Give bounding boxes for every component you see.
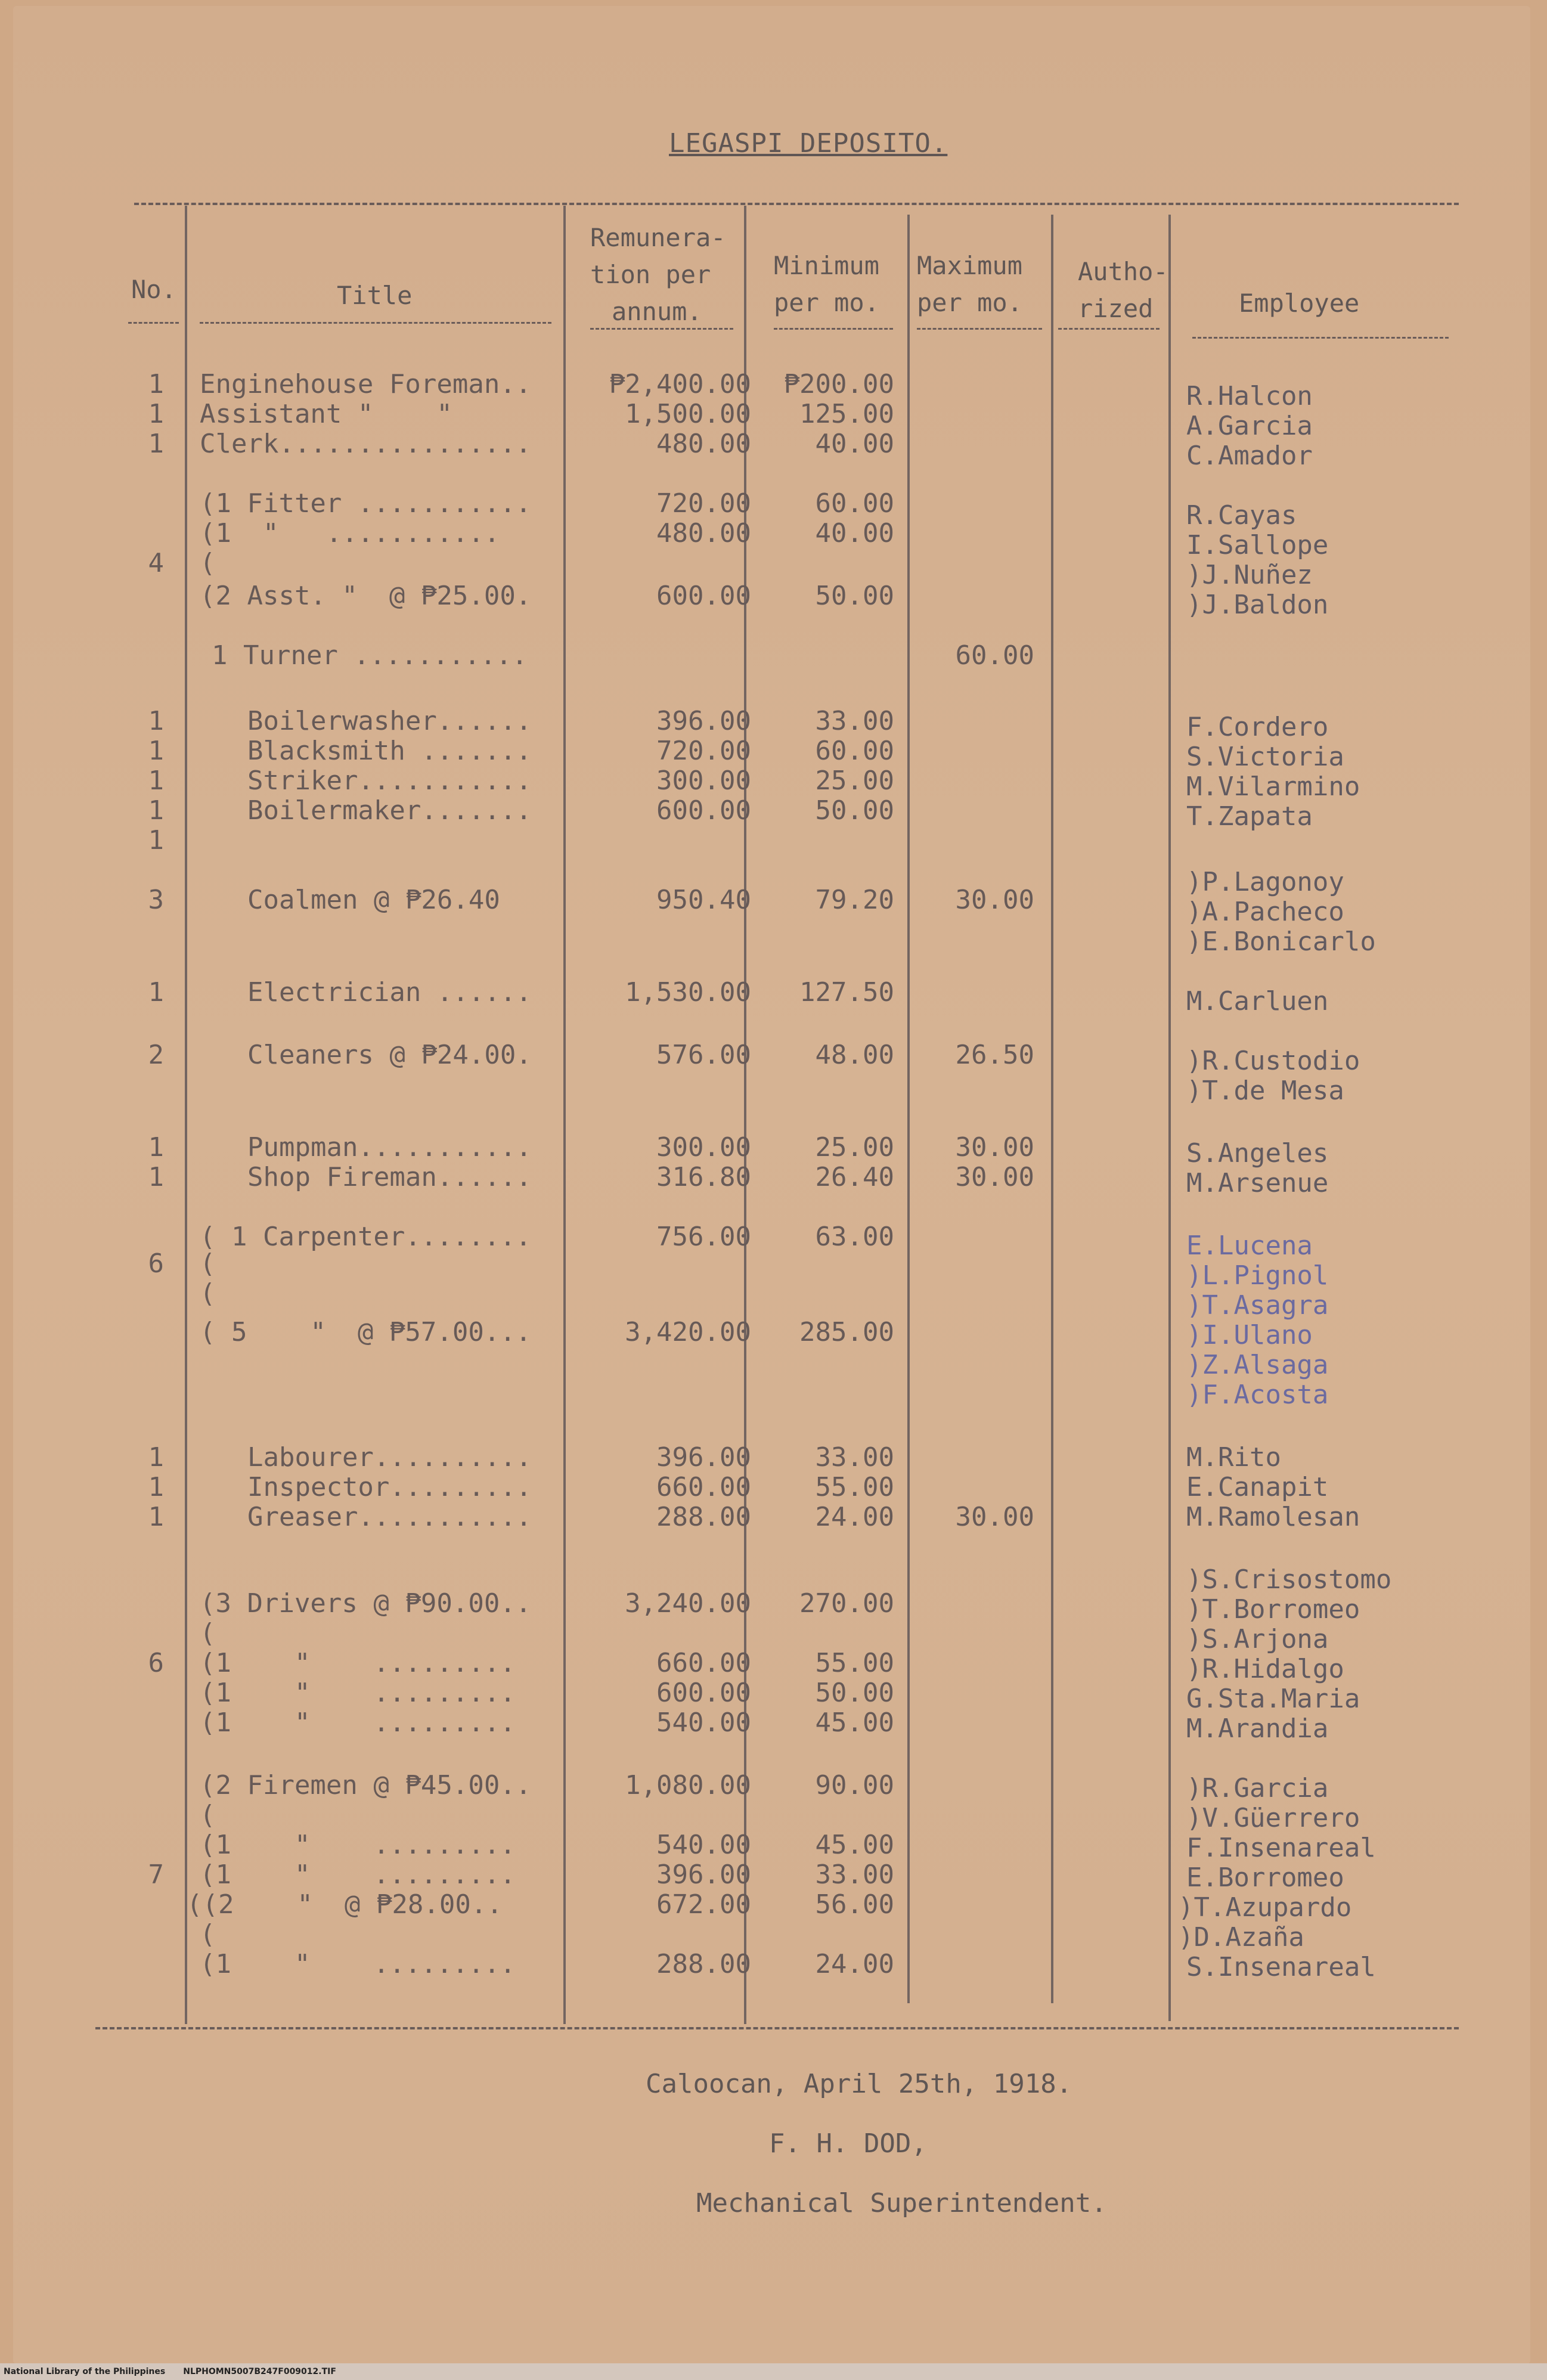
- column-separator-annum: [744, 206, 746, 2024]
- employee-name: )S.Arjona: [1186, 1624, 1329, 1654]
- header-maximum: Maximum per mo.: [917, 251, 1023, 317]
- row-annum: 3,420.00: [625, 1317, 751, 1347]
- row-title: (1 " ...........: [200, 518, 500, 548]
- header-dash: [590, 328, 733, 330]
- employee-name: )J.Nuñez: [1186, 560, 1313, 590]
- employee-name: )Z.Alsaga: [1186, 1350, 1329, 1380]
- row-minimum: 26.40: [815, 1162, 894, 1192]
- archive-file: NLPHOMN5007B247F009012.TIF: [183, 2367, 336, 2376]
- signatory: F. H. DOD,: [769, 2128, 927, 2159]
- row-title: (2 Asst. " @ ₱25.00.: [200, 581, 532, 611]
- header-authorized: Autho- rized: [1078, 257, 1168, 323]
- row-count: 2: [148, 1040, 164, 1070]
- row-title: Greaser...........: [247, 1502, 532, 1532]
- employee-name: E.Lucena: [1186, 1231, 1313, 1261]
- employee-name: )P.Lagonoy: [1186, 867, 1344, 897]
- archive-label: National Library of the Philippines: [4, 2367, 166, 2376]
- row-minimum: 60.00: [815, 488, 894, 519]
- row-minimum: 33.00: [815, 1442, 894, 1473]
- row-title: (1 " .........: [200, 1678, 516, 1708]
- row-count: 1: [148, 399, 164, 429]
- employee-name: M.Ramolesan: [1186, 1502, 1360, 1532]
- employee-name: )T.Borromeo: [1186, 1594, 1360, 1625]
- row-annum: 600.00: [656, 1678, 751, 1708]
- row-annum: ₱2,400.00: [609, 369, 751, 399]
- employee-name: R.Halcon: [1186, 381, 1313, 411]
- row-count: 4: [148, 548, 164, 578]
- employee-name: )I.Ulano: [1186, 1320, 1313, 1350]
- row-minimum: 90.00: [815, 1770, 894, 1801]
- row-minimum: 285.00: [799, 1317, 894, 1347]
- row-count: 1: [148, 736, 164, 766]
- row-count: 6: [148, 1248, 164, 1279]
- top-rule: [134, 203, 1459, 205]
- row-annum: 480.00: [656, 518, 751, 548]
- row-title: Pumpman...........: [247, 1132, 532, 1163]
- row-minimum: 50.00: [815, 581, 894, 611]
- row-annum: 600.00: [656, 581, 751, 611]
- row-minimum: 55.00: [815, 1472, 894, 1502]
- employee-name: A.Garcia: [1186, 411, 1313, 441]
- column-separator-authorized: [1168, 215, 1171, 2021]
- row-title: (: [200, 1278, 216, 1309]
- row-annum: 288.00: [656, 1949, 751, 1979]
- employee-name: M.Carluen: [1186, 986, 1329, 1017]
- place-date: Caloocan, April 25th, 1918.: [646, 2069, 1072, 2099]
- row-annum: 288.00: [656, 1502, 751, 1532]
- header-no: No.: [131, 275, 176, 304]
- row-title: (: [200, 1248, 216, 1279]
- row-annum: 672.00: [656, 1889, 751, 1920]
- employee-name: M.Rito: [1186, 1442, 1281, 1473]
- row-minimum: 25.00: [815, 1132, 894, 1163]
- row-annum: 540.00: [656, 1830, 751, 1860]
- row-annum: 720.00: [656, 488, 751, 519]
- header-title: Title: [337, 281, 413, 310]
- header-dash: [128, 322, 179, 324]
- row-minimum: ₱200.00: [783, 369, 894, 399]
- bottom-rule: [95, 2027, 1459, 2029]
- row-annum: 576.00: [656, 1040, 751, 1070]
- row-minimum: 79.20: [815, 885, 894, 915]
- row-count: 1: [148, 706, 164, 736]
- column-separator-no: [185, 206, 187, 2024]
- row-title: Labourer..........: [247, 1442, 532, 1473]
- row-minimum: 24.00: [815, 1502, 894, 1532]
- row-minimum: 33.00: [815, 1860, 894, 1890]
- document-title: LEGASPI DEPOSITO.: [669, 128, 948, 159]
- row-annum: 396.00: [656, 706, 751, 736]
- row-count: 1: [148, 369, 164, 399]
- employee-name: M.Arandia: [1186, 1713, 1329, 1744]
- row-title: (1 " .........: [200, 1860, 516, 1890]
- row-maximum: 30.00: [955, 1132, 1034, 1163]
- employee-name: C.Amador: [1186, 441, 1313, 471]
- row-title: Blacksmith .......: [247, 736, 532, 766]
- employee-name: )R.Garcia: [1186, 1773, 1329, 1803]
- row-minimum: 127.50: [799, 977, 894, 1008]
- row-count: 1: [148, 1502, 164, 1532]
- row-title: Clerk................: [200, 429, 532, 459]
- row-annum: 480.00: [656, 429, 751, 459]
- employee-name: )T.de Mesa: [1186, 1076, 1344, 1106]
- row-annum: 756.00: [656, 1222, 751, 1252]
- row-title: Electrician ......: [247, 977, 532, 1008]
- employee-name: S.Angeles: [1186, 1138, 1329, 1169]
- row-annum: 660.00: [656, 1472, 751, 1502]
- row-title: (3 Drivers @ ₱90.00..: [200, 1588, 532, 1619]
- employee-name: )T.Azupardo: [1178, 1892, 1352, 1923]
- row-title: (: [200, 548, 216, 578]
- row-count: 1: [148, 1472, 164, 1502]
- row-title: (: [200, 1800, 216, 1830]
- row-minimum: 33.00: [815, 706, 894, 736]
- row-minimum: 56.00: [815, 1889, 894, 1920]
- row-title: Coalmen @ ₱26.40: [247, 885, 500, 915]
- row-minimum: 50.00: [815, 1678, 894, 1708]
- row-minimum: 50.00: [815, 795, 894, 826]
- row-minimum: 60.00: [815, 736, 894, 766]
- row-title: (1 " .........: [200, 1707, 516, 1738]
- row-minimum: 24.00: [815, 1949, 894, 1979]
- row-minimum: 55.00: [815, 1648, 894, 1678]
- row-annum: 600.00: [656, 795, 751, 826]
- row-title: (1 " .........: [200, 1830, 516, 1860]
- employee-name: )F.Acosta: [1186, 1380, 1329, 1410]
- row-minimum: 40.00: [815, 429, 894, 459]
- row-title: ( 5 " @ ₱57.00...: [200, 1317, 532, 1347]
- column-separator-title: [563, 206, 566, 2024]
- employee-name: E.Canapit: [1186, 1472, 1329, 1502]
- row-minimum: 63.00: [815, 1222, 894, 1252]
- row-title: (: [200, 1919, 216, 1950]
- row-title: (1 " .........: [200, 1949, 516, 1979]
- row-title: ((2 " @ ₱28.00..: [187, 1889, 503, 1920]
- row-title: Assistant " ": [200, 399, 452, 429]
- row-count: 1: [148, 977, 164, 1008]
- row-minimum: 48.00: [815, 1040, 894, 1070]
- row-title: ( 1 Carpenter........: [200, 1222, 532, 1252]
- header-minimum: Minimum per mo.: [774, 251, 880, 317]
- row-count: 1: [148, 825, 164, 856]
- row-title: 1 Turner ...........: [212, 640, 528, 671]
- row-count: 6: [148, 1648, 164, 1678]
- row-minimum: 40.00: [815, 518, 894, 548]
- row-title: Boilermaker.......: [247, 795, 532, 826]
- row-minimum: 45.00: [815, 1830, 894, 1860]
- column-separator-min: [907, 215, 910, 2003]
- row-count: 3: [148, 885, 164, 915]
- row-maximum: 30.00: [955, 885, 1034, 915]
- header-dash: [917, 328, 1042, 330]
- row-annum: 396.00: [656, 1860, 751, 1890]
- row-minimum: 270.00: [799, 1588, 894, 1619]
- employee-name: )J.Baldon: [1186, 590, 1329, 620]
- employee-name: )S.Crisostomo: [1186, 1564, 1392, 1595]
- row-annum: 720.00: [656, 736, 751, 766]
- row-count: 1: [148, 429, 164, 459]
- header-dash: [1058, 328, 1160, 330]
- header-remuneration: Remunera- tion per annum.: [590, 223, 726, 326]
- row-count: 1: [148, 1442, 164, 1473]
- employee-name: S.Insenareal: [1186, 1952, 1376, 1982]
- header-dash: [774, 328, 893, 330]
- row-annum: 660.00: [656, 1648, 751, 1678]
- row-annum: 1,530.00: [625, 977, 751, 1008]
- employee-name: S.Victoria: [1186, 742, 1344, 772]
- header-dash: [200, 322, 551, 324]
- row-title: (2 Firemen @ ₱45.00..: [200, 1770, 532, 1801]
- signatory-position: Mechanical Superintendent.: [696, 2188, 1107, 2218]
- row-minimum: 25.00: [815, 766, 894, 796]
- row-title: Cleaners @ ₱24.00.: [247, 1040, 532, 1070]
- row-annum: 1,500.00: [625, 399, 751, 429]
- employee-name: )L.Pignol: [1186, 1260, 1329, 1291]
- employee-name: I.Sallope: [1186, 530, 1329, 560]
- row-title: (1 " .........: [200, 1648, 516, 1678]
- header-dash: [1192, 337, 1449, 339]
- employee-name: M.Vilarmino: [1186, 771, 1360, 802]
- employee-name: T.Zapata: [1186, 801, 1313, 832]
- row-count: 1: [148, 795, 164, 826]
- employee-name: )V.Güerrero: [1186, 1803, 1360, 1833]
- employee-name: )A.Pacheco: [1186, 897, 1344, 927]
- row-annum: 316.80: [656, 1162, 751, 1192]
- row-title: Boilerwasher......: [247, 706, 532, 736]
- row-title: (1 Fitter ...........: [200, 488, 532, 519]
- row-title: Enginehouse Foreman..: [200, 369, 532, 399]
- row-maximum: 26.50: [955, 1040, 1034, 1070]
- header-employee: Employee: [1239, 289, 1360, 318]
- row-annum: 300.00: [656, 1132, 751, 1163]
- row-minimum: 125.00: [799, 399, 894, 429]
- employee-name: )E.Bonicarlo: [1186, 926, 1376, 957]
- employee-name: )T.Asagra: [1186, 1290, 1329, 1321]
- row-annum: 950.40: [656, 885, 751, 915]
- row-title: Inspector.........: [247, 1472, 532, 1502]
- employee-name: F.Insenareal: [1186, 1833, 1376, 1863]
- row-maximum: 30.00: [955, 1502, 1034, 1532]
- employee-name: )D.Azaña: [1178, 1922, 1304, 1953]
- employee-name: )R.Hidalgo: [1186, 1654, 1344, 1684]
- row-maximum: 60.00: [955, 640, 1034, 671]
- employee-name: M.Arsenue: [1186, 1168, 1329, 1198]
- row-annum: 3,240.00: [625, 1588, 751, 1619]
- employee-name: R.Cayas: [1186, 500, 1297, 531]
- row-annum: 540.00: [656, 1707, 751, 1738]
- row-count: 7: [148, 1860, 164, 1890]
- archive-strip: [0, 2363, 1547, 2380]
- row-minimum: 45.00: [815, 1707, 894, 1738]
- row-title: Shop Fireman......: [247, 1162, 532, 1192]
- row-title: Striker...........: [247, 766, 532, 796]
- row-maximum: 30.00: [955, 1162, 1034, 1192]
- row-count: 1: [148, 766, 164, 796]
- employee-name: )R.Custodio: [1186, 1046, 1360, 1076]
- row-count: 1: [148, 1162, 164, 1192]
- row-annum: 1,080.00: [625, 1770, 751, 1801]
- column-separator-max: [1051, 215, 1053, 2003]
- employee-name: E.Borromeo: [1186, 1863, 1344, 1893]
- row-count: 1: [148, 1132, 164, 1163]
- employee-name: F.Cordero: [1186, 712, 1329, 742]
- employee-name: G.Sta.Maria: [1186, 1684, 1360, 1714]
- row-annum: 396.00: [656, 1442, 751, 1473]
- row-annum: 300.00: [656, 766, 751, 796]
- row-title: (: [200, 1618, 216, 1648]
